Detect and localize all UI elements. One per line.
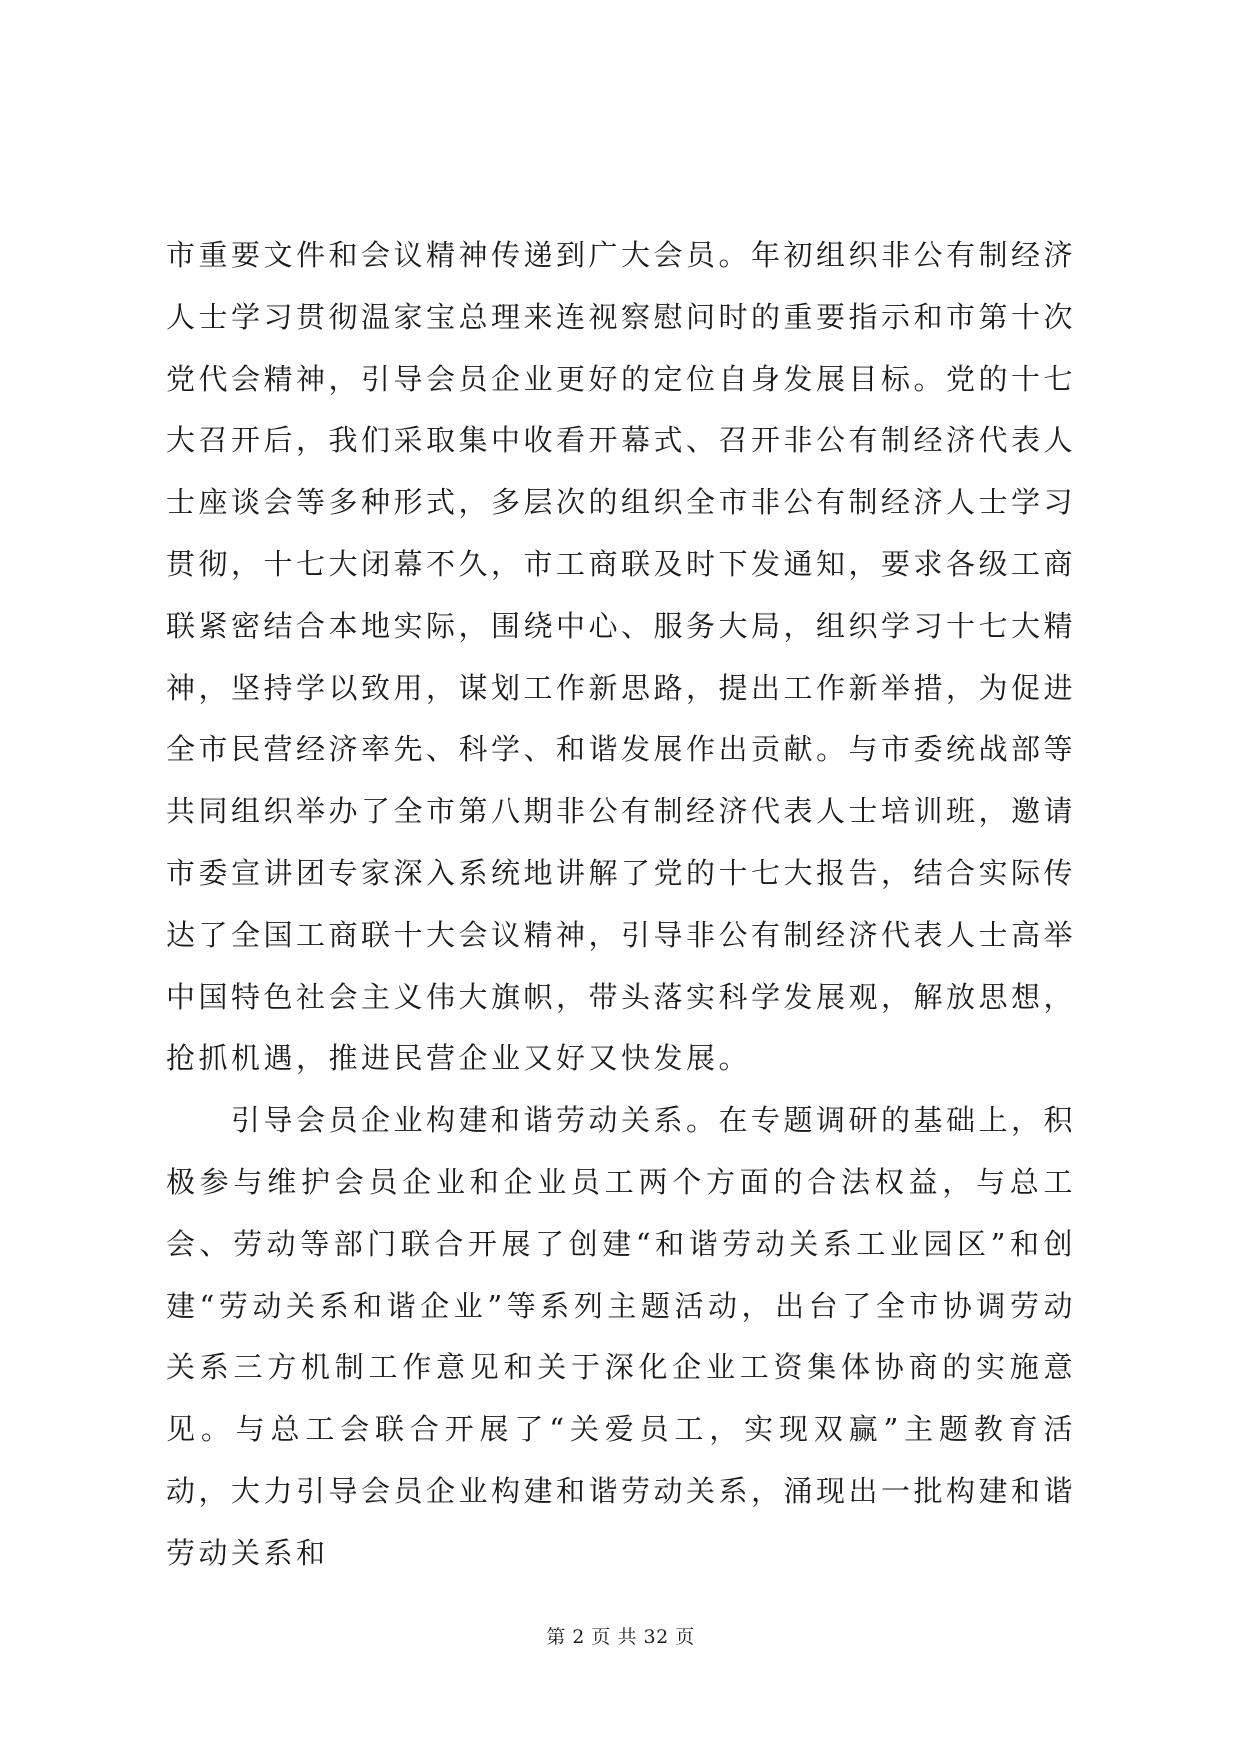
- paragraph-continuation: 市重要文件和会议精神传递到广大会员。年初组织非公有制经济人士学习贯彻温家宝总理来连视察慰问时的重要指示和市第十次党代会精神，引导会员企业更好的定位自身发展目标。党的十七大召开后，我们采取集中收看开幕式、召开非公有制经济代表人士座谈会等多种形式，多层次的组织全市非公有制经济人士学习贯彻，十七大闭幕不久，市工商联及时下发通知，要求各级工商联紧密结合本地实际，围绕中心、服务大局，组织学习十七大精神，坚持学以致用，谋划工作新思路，提出工作新举措，为促进全市民营经济率先、科学、和谐发展作出贡献。与市委统战部等共同组织举办了全市第八期非公有制经济代表人士培训班，邀请市委宣讲团专家深入系统地讲解了党的十七大报告，结合实际传达了全国工商联十大会议精神，引导非公有制经济代表人士高举中国特色社会主义伟大旗帜，带头落实科学发展观，解放思想，抢抓机遇，推进民营企业又好又快发展。: [166, 238, 1077, 1076]
- document-body: [166, 225, 1076, 1585]
- page-number-footer: 第 2 页 共 32 页: [546, 1626, 695, 1648]
- paragraph-labor-relations: 引导会员企业构建和谐劳动关系。在专题调研的基础上，积极参与维护会员企业和企业员工两个方面的合法权益，与总工会、劳动等部门联合开展了创建“和谐劳动关系工业园区”和创建“劳动关系和谐企业”等系列主题活动，出台了全市协调劳动关系三方机制工作意见和关于深化企业工资集体协商的实施意见。与总工会联合开展了“关爱员工，实现双赢”主题教育活动，大力引导会员企业构建和谐劳动关系，涌现出一批构建和谐劳动关系和: [166, 1103, 1077, 1570]
